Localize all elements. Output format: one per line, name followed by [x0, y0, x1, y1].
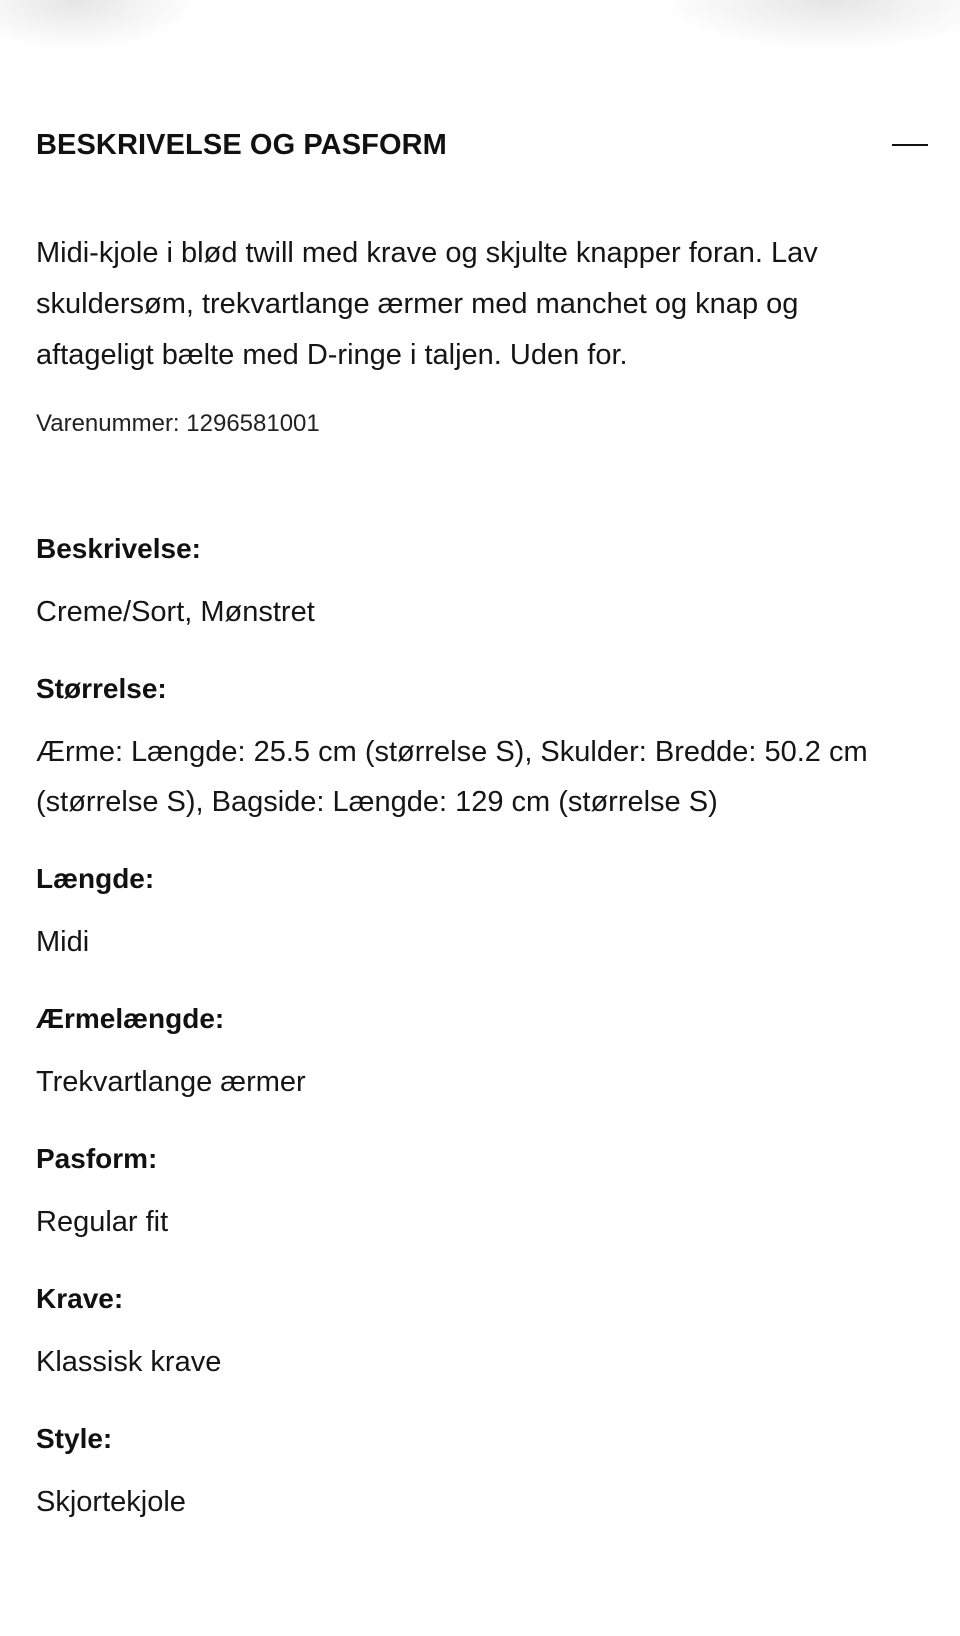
attribute-length: [36, 861, 924, 967]
attribute-fit: [36, 1141, 924, 1247]
attribute-label: Størrelse:: [36, 673, 167, 704]
article-number: Varenummer: 1296581001: [36, 410, 320, 437]
attribute-value: Klassisk krave: [36, 1346, 222, 1378]
attribute-value: Skjortekjole: [36, 1486, 186, 1518]
attribute-label: Længde:: [36, 863, 155, 894]
minus-icon: [892, 144, 928, 147]
description-and-fit-section: [36, 120, 924, 1561]
attribute-label: Krave:: [36, 1283, 124, 1314]
attribute-list: [36, 531, 924, 1527]
section-title: BESKRIVELSE OG PASFORM: [36, 128, 447, 161]
attribute-value: Regular fit: [36, 1206, 169, 1238]
attribute-label: Ærmelængde:: [36, 1003, 225, 1034]
attribute-label: Beskrivelse:: [36, 533, 202, 564]
section-header[interactable]: [36, 120, 924, 170]
attribute-label: Pasform:: [36, 1143, 158, 1174]
attribute-collar: [36, 1281, 924, 1387]
attribute-style: [36, 1421, 924, 1527]
attribute-sleeve-length: [36, 1001, 924, 1107]
attribute-value: Trekvartlange ærmer: [36, 1066, 306, 1098]
top-right-shadow: [670, 0, 960, 48]
collapse-button[interactable]: [890, 125, 930, 165]
attribute-size: [36, 671, 924, 827]
attribute-value: Ærme: Længde: 25.5 cm (størrelse S), Skulder: Bredde: 50.2 cm (størrelse S), Bagside: Længde: 129 cm (størrelse S): [36, 736, 868, 818]
attribute-value: Midi: [36, 926, 90, 958]
attribute-label: Style:: [36, 1423, 113, 1454]
top-left-shadow: [0, 0, 190, 48]
attribute-value: Creme/Sort, Mønstret: [36, 596, 315, 628]
attribute-description: [36, 531, 924, 637]
product-description: Midi-kjole i blød twill med krave og skjulte knapper foran. Lav skuldersøm, trekvartlange ærmer med manchet og knap og aftageligt bælte med D-ringe i taljen. Uden for.: [36, 237, 818, 371]
